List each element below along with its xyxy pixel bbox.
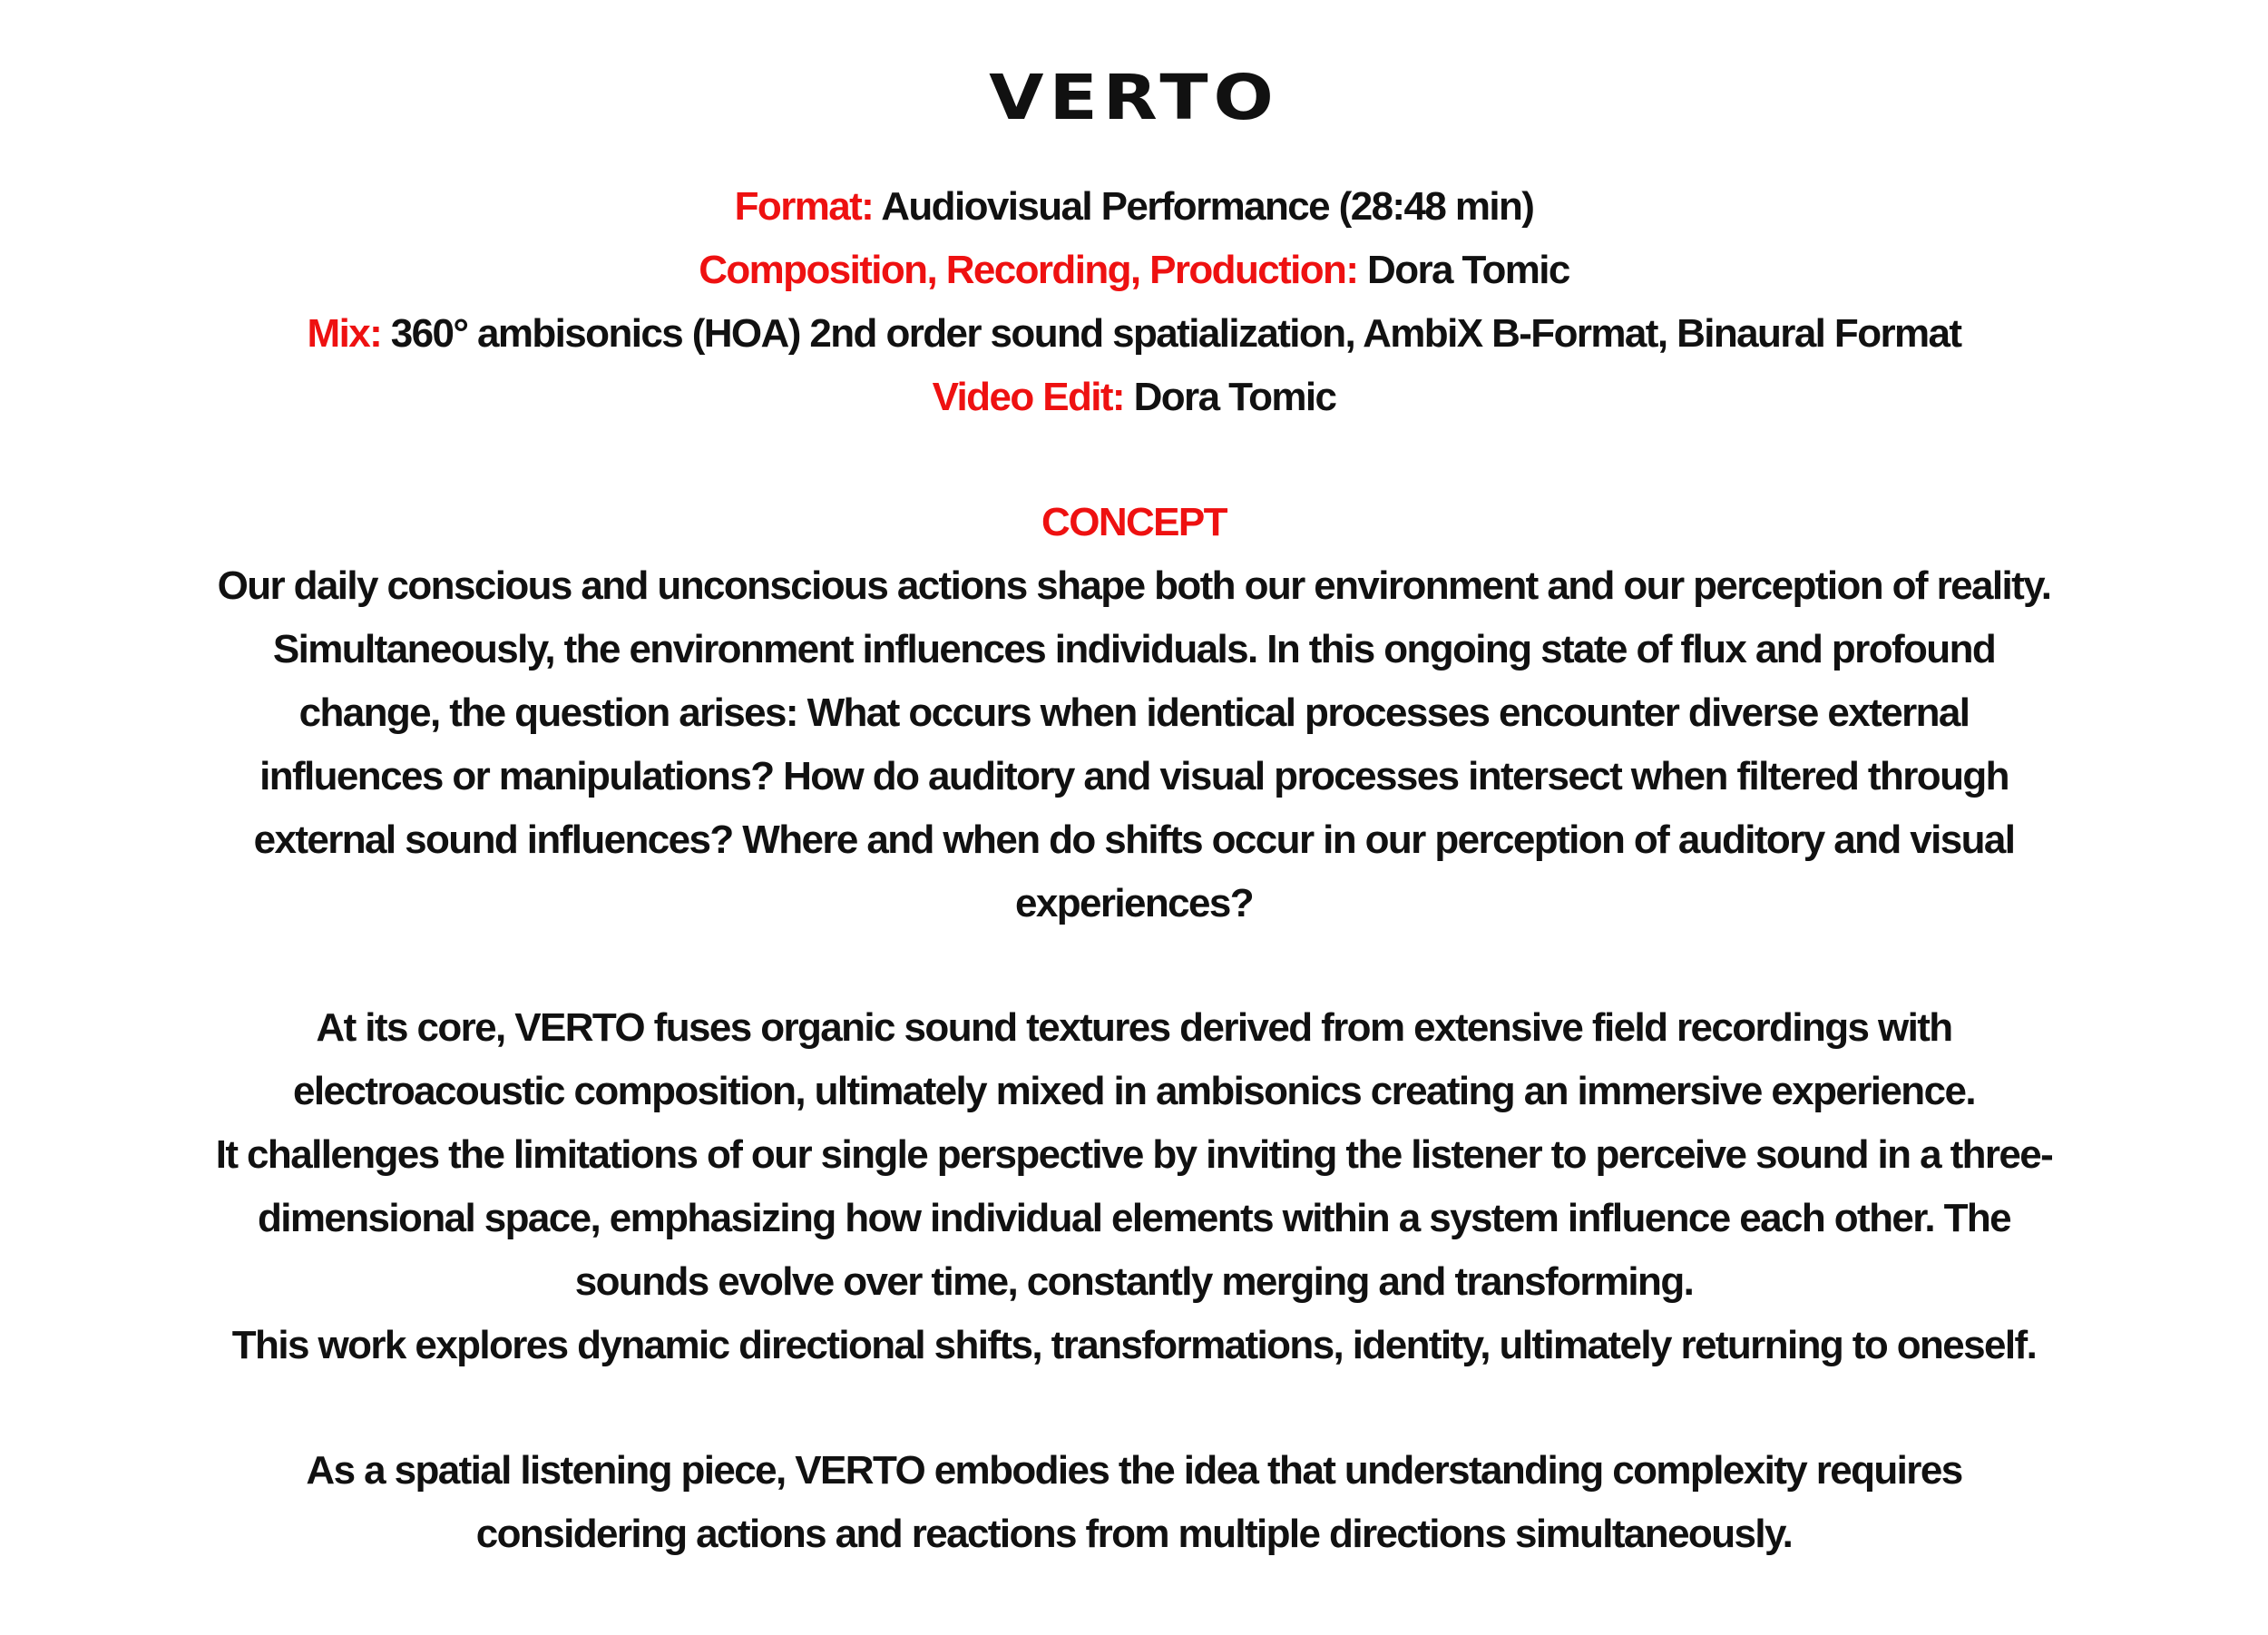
paragraph-line: considering actions and reactions from multiple directions simultaneously. [475,1512,1793,1556]
paragraph-line: Our daily conscious and unconscious actions shape both our environment and our perception of reality. [217,563,2051,608]
paragraph-line: It challenges the limitations of our single perspective by inviting the listener to perceive sound in a three- [215,1132,2053,1177]
credit-video-edit [0,366,2268,429]
paragraph-line: sounds evolve over time, constantly merging and transforming. [574,1259,1694,1304]
concept-paragraph-1 [0,554,2268,935]
concept-paragraph-3 [0,1439,2268,1566]
document-title: VERTO [989,62,1279,134]
paragraph-line: electroacoustic composition, ultimately mixed in ambisonics creating an immersive experience. [293,1069,1975,1113]
credit-composition-label: Composition, Recording, Production: [699,248,1358,292]
credit-video-edit-label: Video Edit: [932,375,1124,419]
paragraph-line: experiences? [1014,881,1254,925]
credit-composition-value: Dora Tomic [1367,248,1569,292]
credit-format-value: Audiovisual Performance (28:48 min) [881,184,1534,229]
credit-mix-value: 360° ambisonics (HOA) 2nd order sound spatialization, AmbiX B-Format, Binaural Format [390,311,1961,356]
credit-composition [0,239,2268,302]
paragraph-line: As a spatial listening piece, VERTO embodies the idea that understanding complexity requires [306,1448,1962,1493]
credit-mix [0,302,2268,366]
paragraph-line: dimensional space, emphasizing how individual elements within a system influence each other. The [257,1196,2011,1240]
paragraph-line: influences or manipulations? How do auditory and visual processes intersect when filtered through [259,754,2009,798]
paragraph-line: At its core, VERTO fuses organic sound textures derived from extensive field recordings with [316,1005,1952,1050]
paragraph-line: Simultaneously, the environment influences individuals. In this ongoing state of flux and profound [272,627,1996,671]
paragraph-line: This work explores dynamic directional shifts, transformations, identity, ultimately returning to oneself. [231,1323,2037,1367]
credit-video-edit-value: Dora Tomic [1133,375,1336,419]
concept-heading: CONCEPT [1041,500,1227,544]
credit-format [0,175,2268,239]
credit-mix-label: Mix: [307,311,382,356]
paragraph-line: external sound influences? Where and when do shifts occur in our perception of auditory and visual [253,818,2015,862]
credits-block [0,175,2268,429]
credit-format-label: Format: [734,184,874,229]
paragraph-line: change, the question arises: What occurs when identical processes encounter diverse external [298,690,1970,735]
concept-paragraph-2 [0,996,2268,1377]
